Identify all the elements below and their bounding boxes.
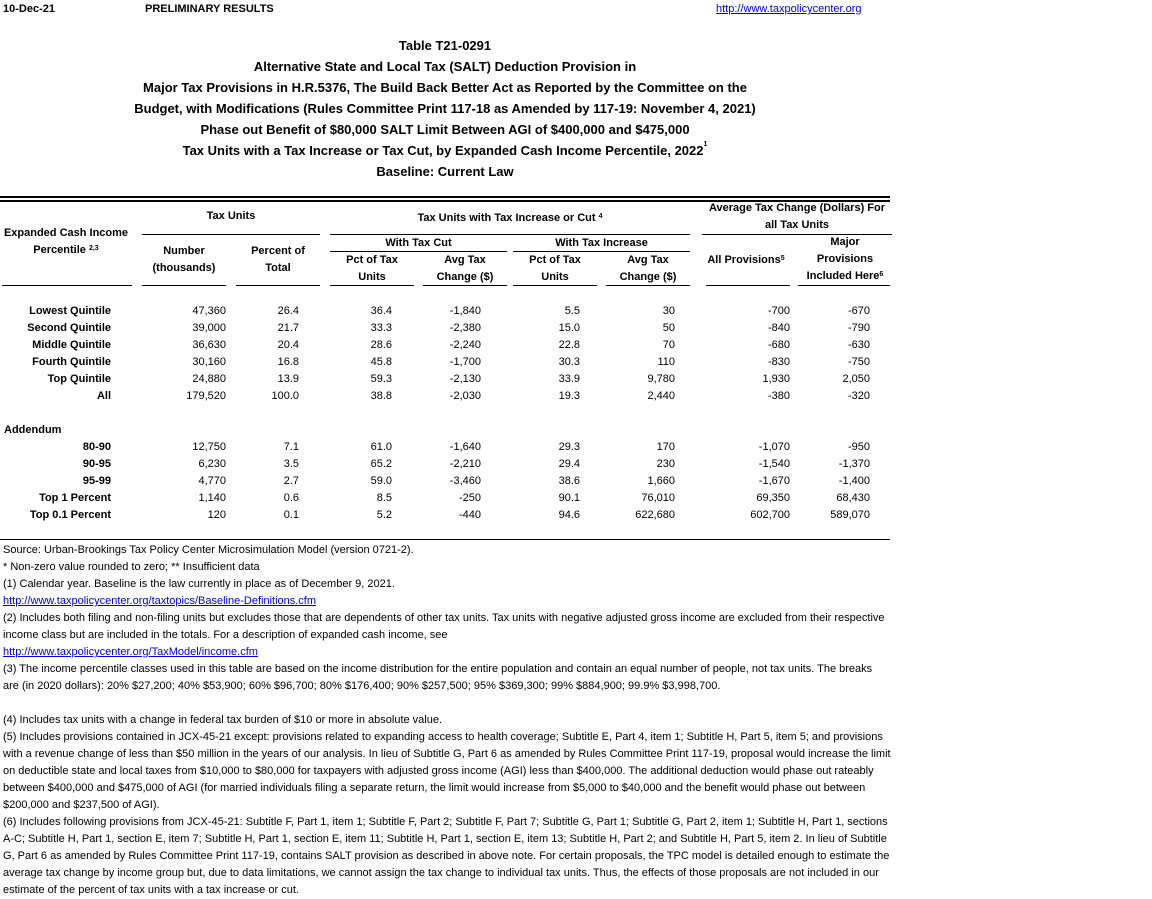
table-cell: 38.8 — [370, 390, 392, 402]
table-cell: 36,630 — [192, 339, 226, 351]
table-cell: -1,700 — [449, 356, 481, 368]
table-cell: 61.0 — [370, 441, 392, 453]
row-label: Second Quintile — [27, 322, 111, 334]
table-cell: -680 — [767, 339, 790, 351]
table-cell: 29.3 — [558, 441, 580, 453]
cut-avg-header — [423, 252, 507, 286]
row-label: Middle Quintile — [32, 339, 111, 351]
table-cell: 45.8 — [370, 356, 392, 368]
preliminary-label: PRELIMINARY RESULTS — [145, 3, 274, 15]
table-cell: 589,070 — [830, 509, 870, 521]
table-cell: -2,380 — [449, 322, 481, 334]
inc-pct-line1: Pct of Tax — [529, 254, 581, 266]
inc-avg-line2: Change ($) — [619, 271, 677, 283]
table-cell: 28.6 — [370, 339, 392, 351]
col-percent-header — [236, 243, 320, 277]
row-label: 90-95 — [82, 458, 111, 470]
tax-units-group-header: Tax Units — [206, 210, 256, 222]
rule-col-5 — [423, 285, 507, 286]
table-cell: 4,770 — [198, 475, 226, 487]
table-cell: -2,240 — [449, 339, 481, 351]
table-cell: 29.4 — [558, 458, 580, 470]
table-cell: 26.4 — [277, 305, 299, 317]
source-note: Source: Urban-Brookings Tax Policy Center Microsimulation Model (version 0721-2). — [3, 544, 414, 556]
table-cell: -1,070 — [758, 441, 790, 453]
table-cell: 230 — [656, 458, 675, 470]
table-cell: 2,050 — [842, 373, 870, 385]
baseline-definitions-link[interactable]: http://www.taxpolicycenter.org/taxtopics/Baseline-Definitions.cfm — [3, 595, 317, 607]
note-4: (4) Includes tax units with a change in federal tax burden of $10 or more in absolute value. — [3, 714, 443, 726]
row-label: 95-99 — [82, 475, 111, 487]
table-cell: 12,750 — [192, 441, 226, 453]
table-cell: -1,400 — [838, 475, 870, 487]
rule-col-1 — [2, 285, 132, 286]
cut-pct-line1: Pct of Tax — [346, 254, 398, 266]
col-percent-line1: Percent of — [251, 245, 305, 257]
table-cell: 76,010 — [641, 492, 675, 504]
table-cell: 59.3 — [370, 373, 392, 385]
table-cell: 5.5 — [564, 305, 580, 317]
col-number-header — [142, 243, 226, 277]
inc-avg-line1: Avg Tax — [627, 254, 669, 266]
table-cell: 100.0 — [271, 390, 299, 402]
title-line-4: Phase out Benefit of $80,000 SALT Limit Between AGI of $400,000 and $475,000 — [200, 122, 690, 137]
table-cell: 110 — [657, 356, 675, 368]
table-cell: 7.1 — [283, 441, 299, 453]
table-cell: 59.0 — [370, 475, 392, 487]
table-cell: 179,520 — [186, 390, 226, 402]
table-cell: 16.8 — [277, 356, 299, 368]
rule-col-8 — [706, 285, 790, 286]
rule-col-2 — [142, 285, 226, 286]
major-line3: Included Here — [806, 270, 880, 282]
rule-inc-cut — [330, 234, 690, 235]
table-cell: -440 — [458, 509, 481, 521]
table-cell: -380 — [767, 390, 790, 402]
rule-col-4 — [330, 285, 414, 286]
title-line-6: Baseline: Current Law — [376, 164, 514, 179]
note-3: (3) The income percentile classes used in this table are based on the income distribution for the entire population and contain an equal number of people, not tax units. The breaks are (in 2020 dollars): 20% $27,200; 40% $53,900; 60% $96,700; 80% $176,400; 90% $257,500; 95% $369,300; 99% $884,900; 99.9% $3,998,700. — [3, 663, 873, 692]
tpc-home-link[interactable]: http://www.taxpolicycenter.org — [716, 3, 862, 15]
table-cell: 19.3 — [558, 390, 580, 402]
table-cell: 20.4 — [277, 339, 299, 351]
report-date: 10-Dec-21 — [3, 3, 55, 15]
table-cell: 120 — [207, 509, 226, 521]
table-cell: 5.2 — [376, 509, 392, 521]
table-cell: 1,660 — [647, 475, 675, 487]
table-cell: -1,670 — [758, 475, 790, 487]
with-tax-increase-header: With Tax Increase — [555, 237, 648, 249]
rule-tax-units — [142, 234, 320, 235]
rule-with-increase — [513, 251, 690, 252]
table-cell: -790 — [847, 322, 870, 334]
table-cell: 622,680 — [635, 509, 675, 521]
row-label: 80-90 — [82, 441, 111, 453]
cut-pct-header — [330, 252, 414, 286]
table-cell: -700 — [767, 305, 790, 317]
table-cell: 0.6 — [283, 492, 299, 504]
table-cell: 1,140 — [198, 492, 226, 504]
col-percent-line2: Total — [265, 262, 291, 274]
table-cell: 6,230 — [198, 458, 226, 470]
table-cell: 47,360 — [192, 305, 226, 317]
note-6: (6) Includes following provisions from JCX-45-21: Subtitle F, Part 1, item 1; Subtitle F, Part 2; Subtitle F, Part 7; Subtitle G, Part 1; Subtitle G, Part 2, item 1; Subtitle H, Part 1, sections A-C; Subtitle H, Part 1, section E, item 7; Subtitle H, Part 1, section E, item 11; Subtitle H, Part 1, section E, item 13; Subtitle H, Part 2; and Subtitle H, Part 5, item 2. In lieu of Subtitle G, Part 6 as amended by Rules Committee Print 117-19, contains SALT provision as described in above note. For certain proposals, the TPC model is detailed enough to estimate the average tax change by income group but, due to data limitations, we cannot assign the tax change to individual tax units. Thus, the effects of those proposals are not included in our estimate of the percent of tax units with a tax increase or cut. — [3, 816, 890, 896]
footnote-ref-2-3: 2,3 — [88, 245, 99, 252]
cut-pct-line2: Units — [358, 271, 386, 283]
table-cell: 13.9 — [277, 373, 299, 385]
table-cell: -250 — [458, 492, 481, 504]
table-cell: 30,160 — [192, 356, 226, 368]
table-cell: 90.1 — [558, 492, 580, 504]
col-percentile-header — [0, 225, 132, 259]
inc-pct-header — [513, 252, 597, 286]
table-cell: -830 — [767, 356, 790, 368]
table-cell: 602,700 — [750, 509, 790, 521]
table-cell: 2.7 — [283, 475, 299, 487]
note-5: (5) Includes provisions contained in JCX-45-21 except: provisions related to expanding access to health coverage; Subtitle E, Part 4, item 1; Subtitle H, Part 5, item 5; and provisions with a revenue change of less than $50 million in the years of our analysis. In lieu of Subtitle G, Part 6 as amended by Rules Committee Print 117-19, proposal would increase the limit on deductible state and local taxes from $10,000 to $80,000 for taxpayers with adjusted gross income (AGI) less than $400,000. The additional deduction would phase out rateably between $400,000 and $475,000 of AGI (for married individuals filing a separate return, the limit would increase from $5,000 to $40,000 and the benefit would phase out between $200,000 and $237,500 of AGI). — [3, 731, 891, 811]
rule-col-7 — [606, 285, 690, 286]
table-cell: -1,640 — [449, 441, 481, 453]
with-tax-cut-header: With Tax Cut — [385, 237, 452, 249]
table-cell: 9,780 — [647, 373, 675, 385]
table-cell: 39,000 — [192, 322, 226, 334]
all-provisions-text: All Provisions — [707, 254, 781, 266]
col-number-line2: (thousands) — [152, 262, 216, 274]
cut-avg-line1: Avg Tax — [444, 254, 486, 266]
table-cell: 0.1 — [283, 509, 299, 521]
col-percentile-line1: Expanded Cash Income — [3, 227, 129, 239]
table-cell: 24,880 — [192, 373, 226, 385]
rule-col-3 — [236, 285, 320, 286]
table-cell: -2,210 — [449, 458, 481, 470]
major-line2: Provisions — [816, 253, 874, 265]
table-cell: 33.9 — [558, 373, 580, 385]
row-label: Lowest Quintile — [29, 305, 111, 317]
table-cell: -750 — [847, 356, 870, 368]
avg-change-line1: Average Tax Change (Dollars) For — [708, 202, 886, 214]
table-cell: -1,540 — [758, 458, 790, 470]
table-cell: 65.2 — [370, 458, 392, 470]
table-cell: 30 — [662, 305, 675, 317]
table-cell: 94.6 — [558, 509, 580, 521]
rule-col-9 — [798, 285, 890, 286]
table-cell: 15.0 — [558, 322, 580, 334]
income-definition-link[interactable]: http://www.taxpolicycenter.org/TaxModel/income.cfm — [3, 646, 258, 658]
table-cell: 8.5 — [376, 492, 392, 504]
footnote-ref-1: 1 — [703, 141, 708, 148]
rule-with-cut — [330, 251, 507, 252]
table-cell: -630 — [847, 339, 870, 351]
table-cell: 69,350 — [756, 492, 790, 504]
table-cell: 68,430 — [836, 492, 870, 504]
table-cell: -2,030 — [449, 390, 481, 402]
table-cell: 38.6 — [558, 475, 580, 487]
inc-avg-header — [606, 252, 690, 286]
table-cell: 3.5 — [283, 458, 299, 470]
table-cell: -320 — [847, 390, 870, 402]
rule-col-6 — [513, 285, 597, 286]
col-percentile-line2: Percentile — [33, 244, 86, 256]
table-cell: 36.4 — [370, 305, 392, 317]
table-cell: -840 — [767, 322, 790, 334]
table-cell: -3,460 — [449, 475, 481, 487]
table-cell: -670 — [847, 305, 870, 317]
avg-change-line2: all Tax Units — [765, 219, 829, 231]
table-cell: -1,370 — [838, 458, 870, 470]
title-line-1: Alternative State and Local Tax (SALT) Deduction Provision in — [253, 59, 637, 74]
cut-avg-line2: Change ($) — [436, 271, 494, 283]
rule-avg-change — [702, 234, 892, 235]
legend-note: * Non-zero value rounded to zero; ** Insufficient data — [3, 561, 260, 573]
title-line-2: Major Tax Provisions in H.R.5376, The Build Back Better Act as Reported by the Committee on the — [143, 80, 747, 95]
title-line-5 — [0, 143, 890, 158]
major-line1: Major — [830, 236, 860, 248]
row-label: Top 1 Percent — [39, 492, 111, 504]
inc-cut-group-text: Tax Units with Tax Increase or Cut — [417, 212, 596, 224]
table-cell: 170 — [656, 441, 675, 453]
table-cell: 21.7 — [277, 322, 299, 334]
title-line-5-text: Tax Units with a Tax Increase or Tax Cut, by Expanded Cash Income Percentile, 2022 — [182, 143, 704, 158]
row-label: Top Quintile — [47, 373, 111, 385]
table-cell: 22.8 — [558, 339, 580, 351]
avg-change-group-header — [702, 200, 892, 234]
title-line-3: Budget, with Modifications (Rules Committee Print 117-18 as Amended by 117-19: November 4, 2021) — [134, 101, 756, 116]
table-cell: 1,930 — [762, 373, 790, 385]
row-label: Top 0.1 Percent — [29, 509, 111, 521]
footnote-ref-6: 6 — [879, 271, 884, 278]
table-cell: 50 — [662, 322, 675, 334]
addendum-label: Addendum — [4, 424, 62, 436]
inc-pct-line2: Units — [541, 271, 569, 283]
table-cell: 33.3 — [370, 322, 392, 334]
table-cell: 30.3 — [558, 356, 580, 368]
inc-cut-group-header — [330, 210, 690, 227]
table-bottom-rule — [0, 539, 890, 540]
all-provisions-header — [702, 252, 790, 269]
row-label: Fourth Quintile — [32, 356, 111, 368]
note-2: (2) Includes both filing and non-filing units but excludes those that are dependents of other tax units. Tax units with negative adjusted gross income are excluded from their respective income class but are included in the totals. For a description of expanded cash income, see — [3, 612, 885, 641]
table-cell: -1,840 — [449, 305, 481, 317]
note-1: (1) Calendar year. Baseline is the law currently in place as of December 9, 2021. — [3, 578, 395, 590]
footnote-ref-5: 5 — [780, 255, 785, 262]
footnote-ref-4: 4 — [598, 213, 603, 220]
table-cell: -950 — [847, 441, 870, 453]
row-label: All — [96, 390, 111, 402]
major-provisions-header — [798, 234, 892, 285]
table-cell: -2,130 — [449, 373, 481, 385]
table-cell: 70 — [662, 339, 675, 351]
col-number-line1: Number — [163, 245, 205, 257]
table-id: Table T21-0291 — [398, 38, 492, 53]
table-cell: 2,440 — [647, 390, 675, 402]
